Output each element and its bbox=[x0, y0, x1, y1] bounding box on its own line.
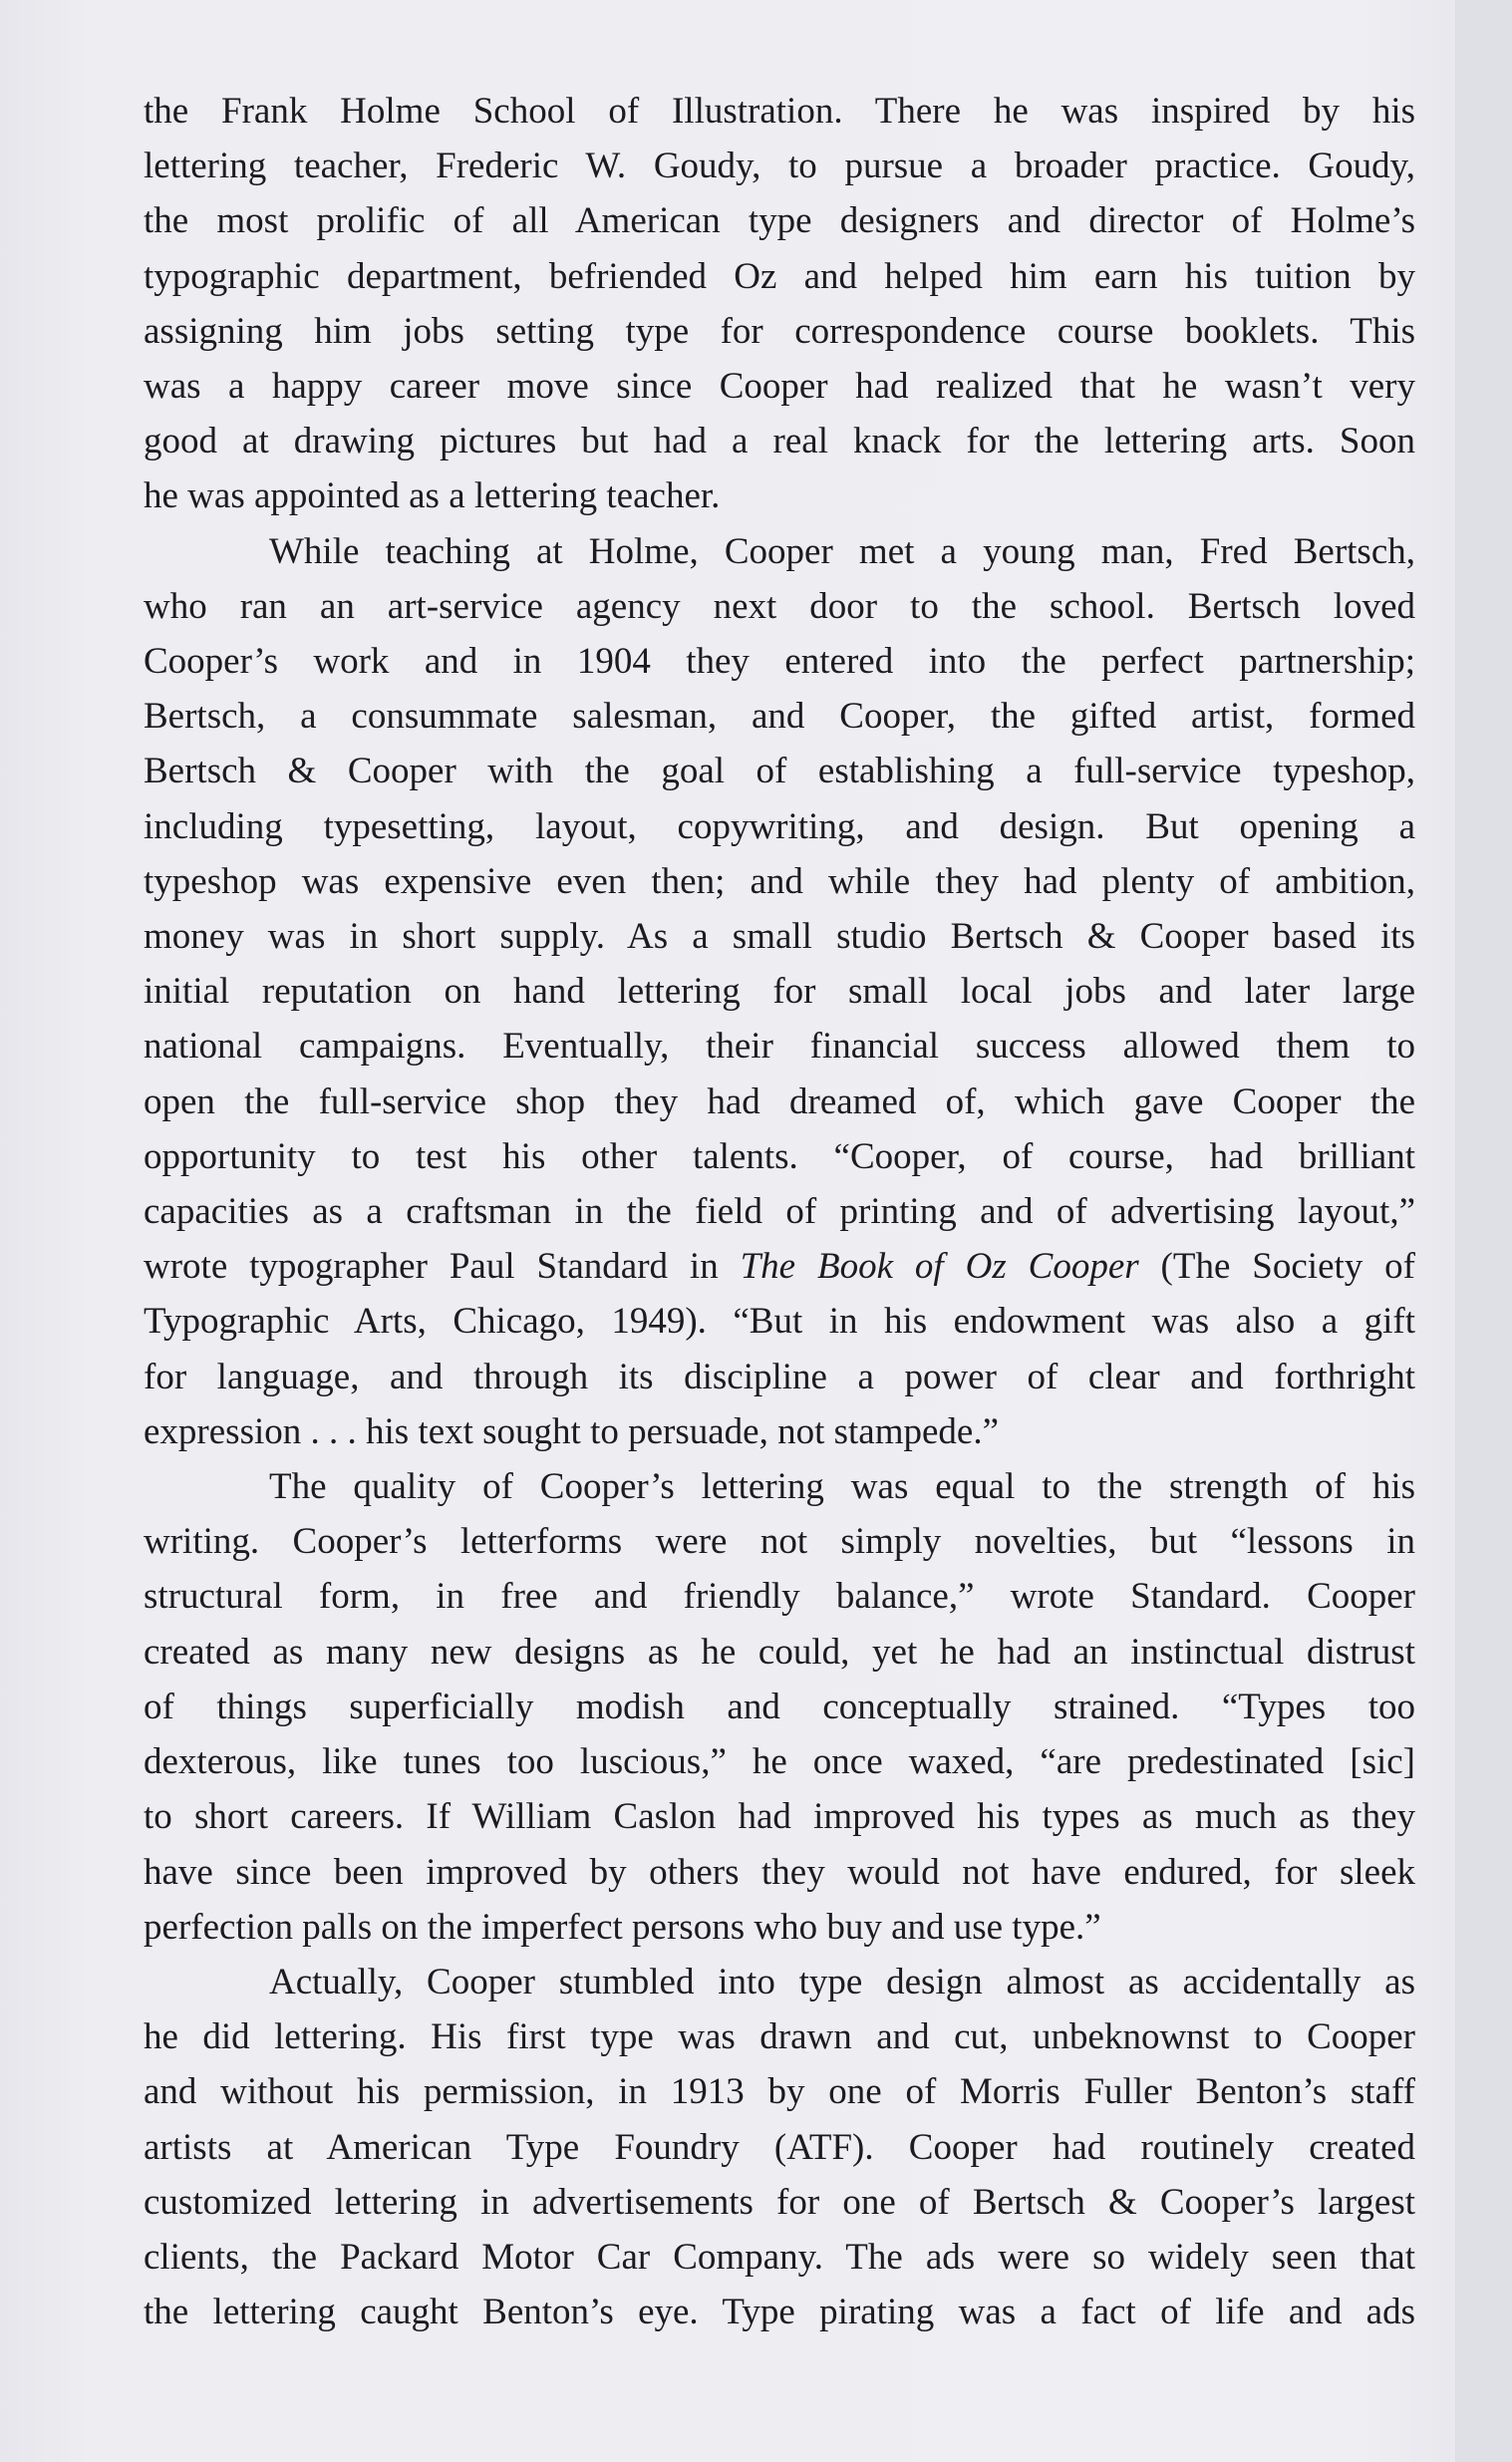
text-line: assigning him jobs setting type for correspondence course booklets. This bbox=[144, 310, 1415, 352]
text-line: Typographic Arts, Chicago, 1949). “But in his endowment was also a gift bbox=[144, 1301, 1415, 1343]
book-title: The Book of Oz Cooper bbox=[740, 1246, 1139, 1288]
text-line: Bertsch, a consummate salesman, and Cooper, the gifted artist, formed bbox=[144, 696, 1415, 738]
text-line: While teaching at Holme, Cooper met a young man, Fred Bertsch, bbox=[269, 530, 1415, 572]
text-line: the lettering caught Benton’s eye. Type pirating was a fact of life and ads bbox=[144, 2292, 1415, 2333]
text-line: typeshop was expensive even then; and while they had plenty of ambition, bbox=[144, 860, 1415, 902]
text-line: clients, the Packard Motor Car Company. The ads were so widely seen that bbox=[144, 2236, 1415, 2278]
text-run: wrote typographer Paul Standard in bbox=[144, 1246, 741, 1288]
text-line: he was appointed as a lettering teacher. bbox=[144, 475, 721, 517]
text-line: initial reputation on hand lettering for small local jobs and later large bbox=[144, 971, 1415, 1013]
text-line: money was in short supply. As a small studio Bertsch & Cooper based its bbox=[144, 916, 1415, 958]
text-line: Cooper’s work and in 1904 they entered into the perfect partnership; bbox=[144, 641, 1415, 683]
text-line: he did lettering. His first type was drawn and cut, unbeknownst to Cooper bbox=[144, 2016, 1415, 2058]
text-line: have since been improved by others they would not have endured, for sleek bbox=[144, 1851, 1415, 1893]
text-line: typographic department, befriended Oz and helped him earn his tuition by bbox=[144, 255, 1415, 297]
text-line: Actually, Cooper stumbled into type design almost as accidentally as bbox=[269, 1961, 1415, 2002]
text-line: perfection palls on the imperfect persons who buy and use type.” bbox=[144, 1906, 1101, 1948]
text-line-with-title bbox=[144, 1239, 1415, 1294]
body-text bbox=[144, 84, 1415, 2339]
text-line: Bertsch & Cooper with the goal of establishing a full-service typeshop, bbox=[144, 751, 1415, 792]
text-line: the Frank Holme School of Illustration. There he was inspired by his bbox=[144, 91, 1415, 132]
text-line: open the full-service shop they had dreamed of, which gave Cooper the bbox=[144, 1080, 1415, 1122]
text-run: (The Society of bbox=[1138, 1246, 1415, 1288]
text-line: The quality of Cooper’s lettering was equal to the strength of his bbox=[269, 1466, 1415, 1508]
text-line: national campaigns. Eventually, their financial success allowed them to bbox=[144, 1026, 1415, 1068]
text-line: opportunity to test his other talents. “Cooper, of course, had brilliant bbox=[144, 1135, 1415, 1177]
text-line: and without his permission, in 1913 by one of Morris Fuller Benton’s staff bbox=[144, 2071, 1415, 2113]
text-line: structural form, in free and friendly balance,” wrote Standard. Cooper bbox=[144, 1576, 1415, 1618]
text-line: customized lettering in advertisements for one of Bertsch & Cooper’s largest bbox=[144, 2181, 1415, 2223]
text-line: of things superficially modish and conceptually strained. “Types too bbox=[144, 1686, 1415, 1727]
text-line: artists at American Type Foundry (ATF). Cooper had routinely created bbox=[144, 2126, 1415, 2168]
text-line: was a happy career move since Cooper had realized that he wasn’t very bbox=[144, 366, 1415, 408]
text-line: for language, and through its discipline a power of clear and forthright bbox=[144, 1356, 1415, 1397]
text-line: dexterous, like tunes too luscious,” he once waxed, “are predestinated [sic] bbox=[144, 1741, 1415, 1783]
text-line: lettering teacher, Frederic W. Goudy, to pursue a broader practice. Goudy, bbox=[144, 146, 1415, 187]
text-line: including typesetting, layout, copywriting, and design. But opening a bbox=[144, 805, 1415, 847]
text-line: expression . . . his text sought to persuade, not stampede.” bbox=[144, 1410, 1000, 1452]
text-line: good at drawing pictures but had a real knack for the lettering arts. Soon bbox=[144, 421, 1415, 462]
text-line: created as many new designs as he could, yet he had an instinctual distrust bbox=[144, 1631, 1415, 1673]
page-edge-shadow bbox=[1455, 0, 1512, 2462]
text-line: to short careers. If William Caslon had improved his types as much as they bbox=[144, 1796, 1415, 1838]
text-line: who ran an art-service agency next door to the school. Bertsch loved bbox=[144, 585, 1415, 627]
text-line: capacities as a craftsman in the field of printing and of advertising layout,” bbox=[144, 1191, 1415, 1233]
text-line: the most prolific of all American type designers and director of Holme’s bbox=[144, 200, 1415, 242]
text-line: writing. Cooper’s letterforms were not simply novelties, but “lessons in bbox=[144, 1521, 1415, 1563]
